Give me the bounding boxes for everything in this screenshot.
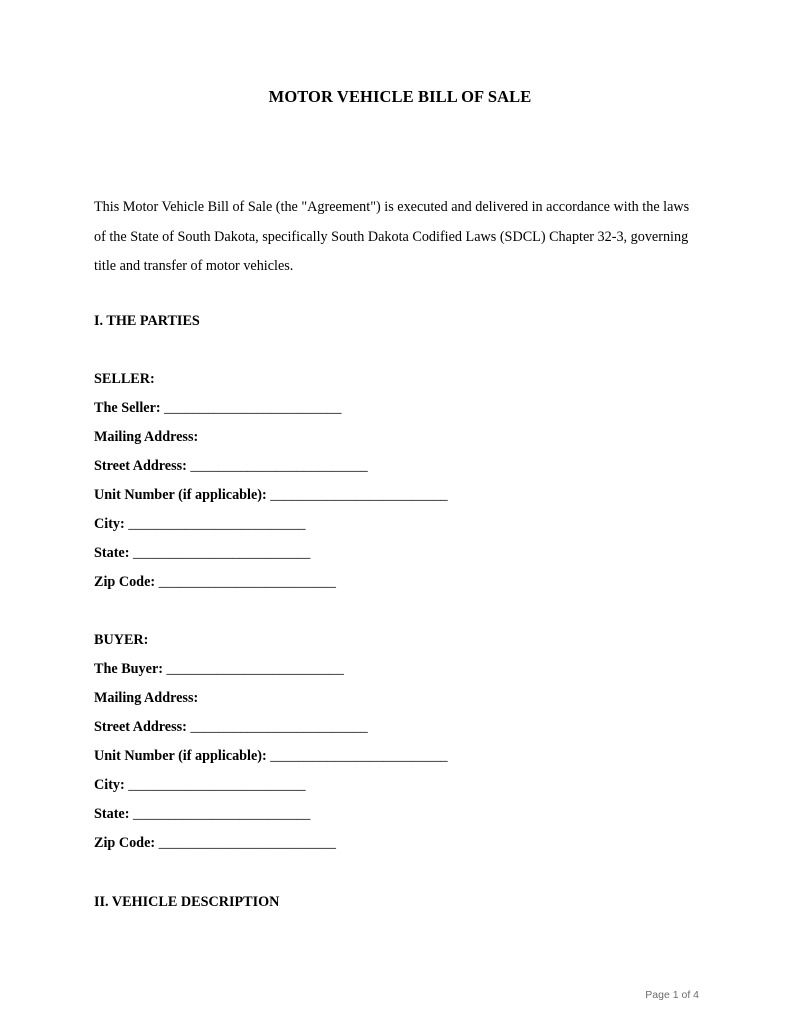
- intro-paragraph: [94, 193, 714, 282]
- buyer-zip-field: [94, 835, 336, 852]
- seller-zip-field: [94, 574, 336, 591]
- buyer-name-label: The Buyer:: [94, 661, 163, 677]
- buyer-state-label: State:: [94, 806, 130, 822]
- buyer-mailing-label: Mailing Address:: [94, 690, 199, 706]
- seller-state-blank[interactable]: _________________________: [133, 545, 311, 561]
- buyer-name-blank[interactable]: _________________________: [166, 661, 344, 677]
- seller-state-label: State:: [94, 545, 130, 561]
- seller-unit-label: Unit Number (if applicable):: [94, 487, 267, 503]
- section-heading-parties: I. THE PARTIES: [94, 313, 200, 329]
- section-heading-vehicle: II. VEHICLE DESCRIPTION: [94, 894, 280, 910]
- intro-line: title and transfer of motor vehicles.: [94, 258, 294, 274]
- buyer-mailing-field: [94, 690, 198, 707]
- seller-city-blank[interactable]: _________________________: [128, 516, 306, 532]
- seller-name-label: The Seller:: [94, 400, 161, 416]
- seller-heading: SELLER:: [94, 371, 155, 387]
- seller-zip-label: Zip Code:: [94, 574, 156, 590]
- seller-mailing-field: [94, 429, 198, 446]
- seller-unit-blank[interactable]: _________________________: [270, 487, 448, 503]
- buyer-state-field: [94, 806, 310, 823]
- document-title: MOTOR VEHICLE BILL OF SALE: [268, 87, 532, 106]
- buyer-street-field: [94, 719, 368, 736]
- buyer-state-blank[interactable]: _________________________: [133, 806, 311, 822]
- seller-unit-field: [94, 487, 448, 504]
- seller-state-field: [94, 545, 310, 562]
- intro-line: of the State of South Dakota, specifically South Dakota Codified Laws (SDCL) Chapter 32-3, governing: [94, 228, 689, 245]
- seller-name-blank[interactable]: _________________________: [164, 400, 342, 416]
- seller-zip-blank[interactable]: _________________________: [158, 574, 336, 590]
- buyer-city-blank[interactable]: _________________________: [128, 777, 306, 793]
- buyer-city-field: [94, 777, 306, 794]
- buyer-unit-blank[interactable]: _________________________: [270, 748, 448, 764]
- seller-street-blank[interactable]: _________________________: [190, 458, 368, 474]
- buyer-unit-field: [94, 748, 448, 765]
- seller-city-field: [94, 516, 306, 533]
- buyer-street-label: Street Address:: [94, 719, 187, 735]
- seller-mailing-label: Mailing Address:: [94, 429, 199, 445]
- buyer-city-label: City:: [94, 777, 125, 793]
- seller-name-field: [94, 400, 341, 417]
- intro-line: This Motor Vehicle Bill of Sale (the "Agreement") is executed and delivered in accordance with the laws: [94, 199, 690, 215]
- buyer-unit-label: Unit Number (if applicable):: [94, 748, 267, 764]
- seller-city-label: City:: [94, 516, 125, 532]
- buyer-zip-blank[interactable]: _________________________: [158, 835, 336, 851]
- buyer-heading: BUYER:: [94, 632, 149, 648]
- page-number: Page 1 of 4: [645, 989, 699, 1001]
- seller-street-field: [94, 458, 368, 475]
- buyer-name-field: [94, 661, 344, 678]
- seller-street-label: Street Address:: [94, 458, 187, 474]
- buyer-street-blank[interactable]: _________________________: [190, 719, 368, 735]
- buyer-zip-label: Zip Code:: [94, 835, 156, 851]
